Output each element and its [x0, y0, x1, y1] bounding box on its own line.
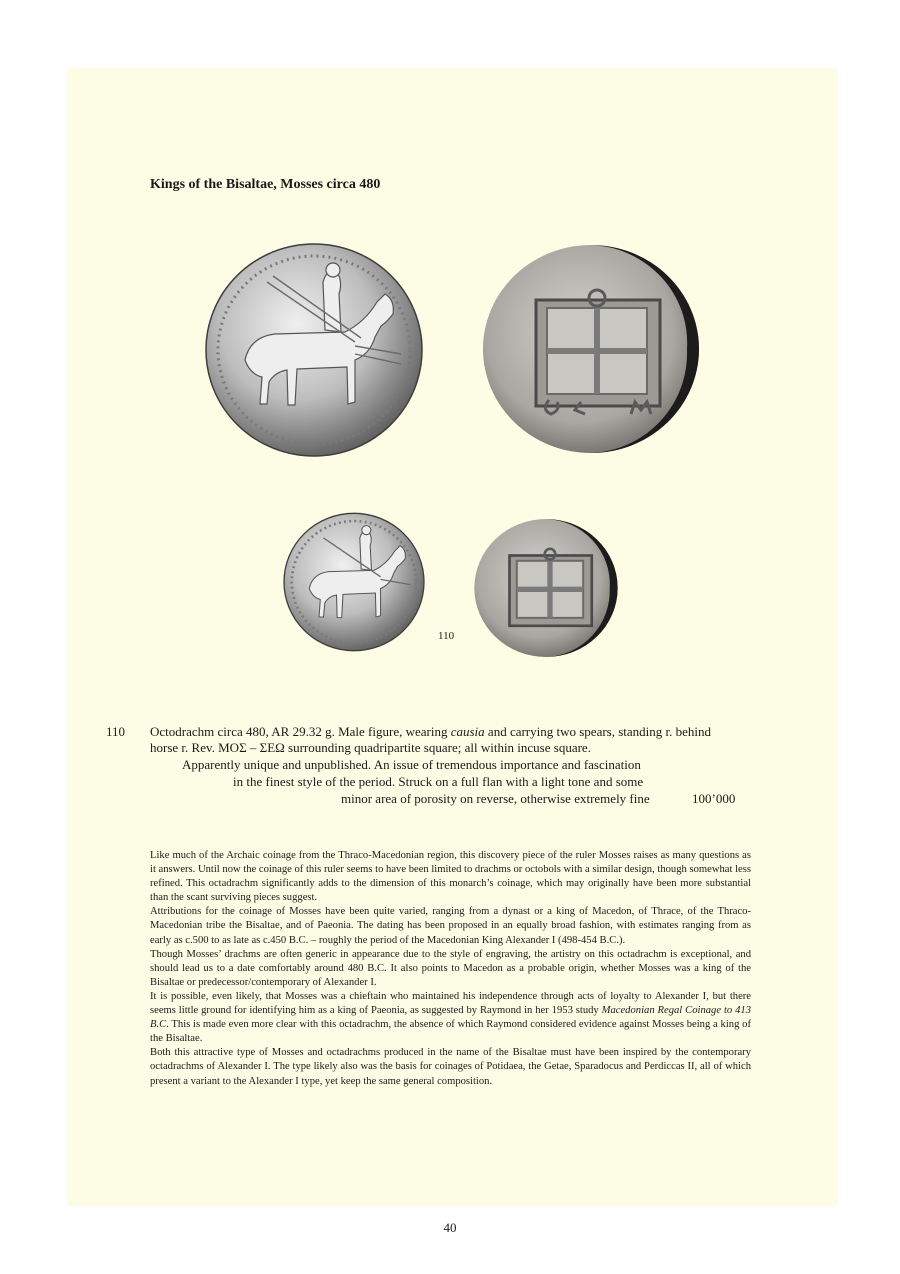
commentary-paragraph: Like much of the Archaic coinage from the Thraco-Macedonian region, this discovery piece of the ruler Mosses raises as many questions as it answers. Until now the coinage of this ruler seems to have been limited to drachms or octobols with a similar design, though somewhat less refined. This octadrachm significantly adds to the dimension of this monarch’s coinage, which may originally have been more substantial than the scant surviving pieces suggest.: [150, 850, 751, 904]
commentary-text: [150, 849, 751, 1089]
coin-reverse-large: [481, 242, 701, 456]
commentary-paragraph: Both this attractive type of Mosses and octadrachms produced in the name of the Bisaltae must have been inspired by the contemporary octadrachms of Alexander I. The type likely also was the basis for coinages of Potidaea, the Getae, Sparadocus and Perdiccas II, all of which present a variant to the Alexander I type, yet keep the same general composition.: [150, 1047, 751, 1087]
lot-estimate-price: 100’000: [692, 791, 736, 806]
lot-condition-line-3: minor area of porosity on reverse, otherwise extremely fine: [341, 791, 650, 806]
lot-condition-line-1: Apparently unique and unpublished. An issue of tremendous importance and fascination: [182, 757, 641, 772]
coin-reverse-actual-size: [473, 517, 619, 659]
coin-obverse-large: [205, 242, 423, 458]
quadripartite-square-coin-icon: [481, 242, 701, 456]
lot-description-line-1: Octodrachm circa 480, AR 29.32 g. Male figure, wearing causia and carrying two spears, standing r. behind: [150, 724, 712, 739]
horse-and-man-coin-icon: [283, 512, 425, 652]
commentary-paragraph: Attributions for the coinage of Mosses have been quite varied, ranging from a dynast or a king of Macedon, of Thrace, of the Thraco-Macedonian tribe the Bisaltae, and of Paeonia. The dating has been proposed in an equally broad fashion, with estimates ranging from as early as c.500 to as late as c.450 B.C. – roughly the period of the Macedonian King Alexander I (498-454 B.C.).: [150, 906, 751, 946]
commentary-paragraph: Though Mosses’ drachms are often generic in appearance due to the style of engraving, the artistry on this octadrachm is exceptional, and should lead us to a date comfortably around 480 B.C. It also points to Macedon as a probable origin, whether Mosses was a king of the Bisaltae or predecessor/contemporary of Alexander I.: [150, 948, 751, 988]
coin-obverse-actual-size: [283, 512, 425, 652]
page-heading: Kings of the Bisaltae, Mosses circa 480: [150, 177, 381, 192]
lot-condition-line-2: in the finest style of the period. Struck on a full flan with a light tone and some: [233, 774, 644, 789]
horse-and-man-coin-icon: [205, 242, 423, 458]
page-number: 40: [443, 1220, 457, 1235]
lot-number: 110: [106, 724, 126, 739]
coin-plate-number: 110: [438, 630, 455, 642]
quadripartite-square-coin-icon: [473, 517, 619, 659]
lot-description-line-2: horse r. Rev. ΜΟΣ – ΣΕΩ surrounding quadripartite square; all within incuse square.: [150, 740, 591, 755]
commentary-paragraph: It is possible, even likely, that Mosses was a chieftain who maintained his independence through acts of loyalty to Alexander I, but there seems little ground for identifying him as a king of Paeonia, as suggested by Raymond in her 1953 study Macedonian Regal Coinage to 413 B.C. This is made even more clear with this octadrachm, the absence of which Raymond considered evidence against Mosses being a king of the Bisaltae.: [150, 990, 751, 1045]
